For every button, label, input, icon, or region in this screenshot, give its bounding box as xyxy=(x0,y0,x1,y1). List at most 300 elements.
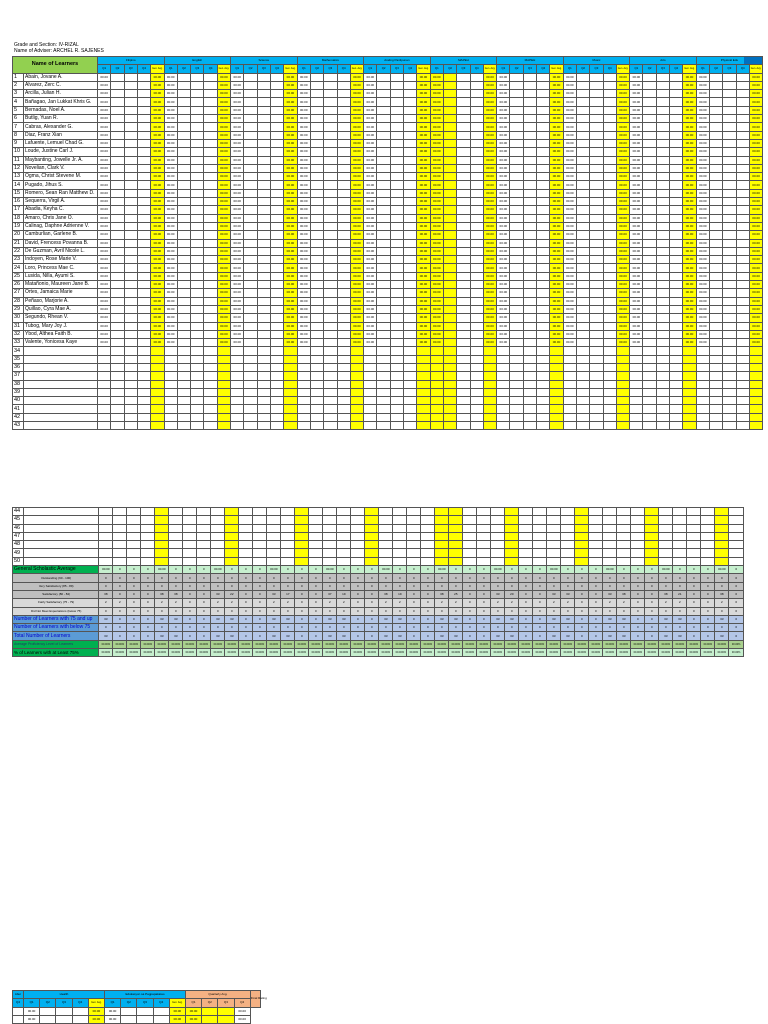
grade-cell[interactable] xyxy=(253,549,267,557)
grade-cell[interactable] xyxy=(337,330,350,338)
grade-cell[interactable] xyxy=(211,541,225,549)
grade-cell[interactable] xyxy=(390,73,403,81)
grade-cell[interactable] xyxy=(191,256,204,264)
grade-cell[interactable] xyxy=(723,380,736,388)
grade-cell[interactable]: 00.00 xyxy=(563,305,576,313)
grade-cell[interactable]: 00.00 xyxy=(430,264,443,272)
grade-cell[interactable] xyxy=(183,524,197,532)
grade-cell[interactable] xyxy=(281,549,295,557)
grade-cell[interactable] xyxy=(430,347,443,355)
grade-cell[interactable] xyxy=(155,557,169,565)
grade-cell[interactable] xyxy=(297,372,310,380)
grade-cell[interactable]: 00.00 xyxy=(430,139,443,147)
grade-cell[interactable] xyxy=(576,339,589,347)
grade-cell[interactable] xyxy=(537,98,550,106)
grade-cell[interactable] xyxy=(204,115,217,123)
grade-cell[interactable]: 00.00 xyxy=(88,1015,104,1023)
gen-avg-cell[interactable]: 00.00 xyxy=(350,156,363,164)
grade-cell[interactable]: 00.00 xyxy=(297,115,310,123)
grade-cell[interactable]: 00.00 xyxy=(164,90,177,98)
gen-avg-cell[interactable]: 00.00 xyxy=(749,148,762,156)
grade-cell[interactable] xyxy=(270,405,283,413)
gen-avg-cell[interactable]: 00.00 xyxy=(550,231,563,239)
gen-avg-cell[interactable]: 00.00 xyxy=(217,247,230,255)
grade-cell[interactable]: 00.00 xyxy=(364,139,377,147)
gen-avg-cell[interactable]: 00.00 xyxy=(749,156,762,164)
grade-cell[interactable] xyxy=(404,347,417,355)
grade-cell[interactable] xyxy=(523,231,536,239)
grade-cell[interactable] xyxy=(709,372,722,380)
grade-cell[interactable] xyxy=(575,524,589,532)
grade-cell[interactable] xyxy=(404,272,417,280)
learner-name[interactable] xyxy=(24,413,98,421)
grade-cell[interactable]: 00.00 xyxy=(497,247,510,255)
grade-cell[interactable] xyxy=(137,339,150,347)
gen-avg-cell[interactable]: 00.00 xyxy=(284,247,297,255)
gen-avg-cell[interactable] xyxy=(683,422,696,430)
grade-cell[interactable] xyxy=(590,314,603,322)
grade-cell[interactable] xyxy=(656,264,669,272)
grade-cell[interactable] xyxy=(270,256,283,264)
gen-avg-cell[interactable]: 00.00 xyxy=(483,123,496,131)
grade-cell[interactable] xyxy=(470,131,483,139)
grade-cell[interactable]: 00.00 xyxy=(164,256,177,264)
grade-cell[interactable] xyxy=(244,363,257,371)
learner-name[interactable]: Bañagao, Jan Lukkat Khris G. xyxy=(24,98,98,106)
grade-cell[interactable] xyxy=(537,131,550,139)
grade-cell[interactable] xyxy=(310,380,323,388)
grade-cell[interactable] xyxy=(257,198,270,206)
gen-avg-cell[interactable] xyxy=(616,363,629,371)
grade-cell[interactable] xyxy=(449,557,463,565)
grade-cell[interactable] xyxy=(470,189,483,197)
gen-avg-cell[interactable]: 00.00 xyxy=(151,198,164,206)
grade-cell[interactable]: 00.00 xyxy=(164,98,177,106)
grade-cell[interactable] xyxy=(590,231,603,239)
grade-cell[interactable]: 00.00 xyxy=(231,189,244,197)
grade-cell[interactable] xyxy=(736,314,749,322)
grade-cell[interactable] xyxy=(124,330,137,338)
gen-avg-cell[interactable] xyxy=(683,363,696,371)
grade-cell[interactable] xyxy=(603,131,616,139)
grade-cell[interactable] xyxy=(124,355,137,363)
grade-cell[interactable] xyxy=(99,541,113,549)
gen-avg-cell[interactable]: 00.00 xyxy=(417,164,430,172)
grade-cell[interactable] xyxy=(696,422,709,430)
grade-cell[interactable] xyxy=(643,297,656,305)
grade-cell[interactable] xyxy=(656,422,669,430)
grade-cell[interactable] xyxy=(643,198,656,206)
grade-cell[interactable] xyxy=(177,206,190,214)
grade-cell[interactable]: 00.00 xyxy=(630,81,643,89)
grade-cell[interactable] xyxy=(393,557,407,565)
grade-cell[interactable]: 00.00 xyxy=(164,123,177,131)
grade-cell[interactable] xyxy=(537,272,550,280)
gen-avg-cell[interactable]: 00.00 xyxy=(483,314,496,322)
gen-avg-cell[interactable]: 00.00 xyxy=(417,214,430,222)
grade-cell[interactable] xyxy=(457,247,470,255)
gen-avg-cell[interactable]: 00.00 xyxy=(749,222,762,230)
grade-cell[interactable]: 00.00 xyxy=(497,322,510,330)
grade-cell[interactable] xyxy=(253,508,267,516)
grade-cell[interactable]: 00.00 xyxy=(696,90,709,98)
grade-cell[interactable] xyxy=(630,388,643,396)
grade-cell[interactable]: 00.00 xyxy=(164,281,177,289)
grade-cell[interactable] xyxy=(257,405,270,413)
grade-cell[interactable] xyxy=(231,363,244,371)
grade-cell[interactable] xyxy=(590,206,603,214)
grade-cell[interactable]: 00.00 xyxy=(497,281,510,289)
learner-name[interactable] xyxy=(24,532,99,540)
grade-cell[interactable] xyxy=(603,264,616,272)
grade-cell[interactable] xyxy=(191,322,204,330)
grade-cell[interactable] xyxy=(310,206,323,214)
gen-avg-cell[interactable] xyxy=(616,347,629,355)
gen-avg-cell[interactable]: 00.00 xyxy=(284,339,297,347)
grade-cell[interactable]: 00.00 xyxy=(231,231,244,239)
grade-cell[interactable] xyxy=(576,206,589,214)
grade-cell[interactable] xyxy=(404,264,417,272)
grade-cell[interactable]: 00.00 xyxy=(297,322,310,330)
grade-cell[interactable] xyxy=(204,247,217,255)
grade-cell[interactable] xyxy=(659,524,673,532)
grade-cell[interactable] xyxy=(576,239,589,247)
grade-cell[interactable]: 00.00 xyxy=(497,123,510,131)
grade-cell[interactable] xyxy=(673,541,687,549)
gen-avg-cell[interactable] xyxy=(417,422,430,430)
grade-cell[interactable] xyxy=(576,380,589,388)
grade-cell[interactable] xyxy=(404,222,417,230)
grade-cell[interactable] xyxy=(709,123,722,131)
grade-cell[interactable] xyxy=(449,549,463,557)
grade-cell[interactable] xyxy=(191,339,204,347)
grade-cell[interactable] xyxy=(324,222,337,230)
grade-cell[interactable] xyxy=(449,532,463,540)
grade-cell[interactable] xyxy=(723,247,736,255)
learner-name[interactable]: Loude, Justine Carl J. xyxy=(24,148,98,156)
grade-cell[interactable] xyxy=(687,516,701,524)
grade-cell[interactable] xyxy=(111,73,124,81)
grade-cell[interactable]: 00.00 xyxy=(630,206,643,214)
grade-cell[interactable]: 00.00 xyxy=(164,189,177,197)
gen-avg-cell[interactable] xyxy=(749,372,762,380)
grade-cell[interactable]: 00.00 xyxy=(630,330,643,338)
grade-cell[interactable] xyxy=(177,131,190,139)
gen-avg-cell[interactable]: 00.00 xyxy=(483,231,496,239)
gen-avg-cell[interactable]: 00.00 xyxy=(616,256,629,264)
grade-cell[interactable] xyxy=(141,532,155,540)
grade-cell[interactable] xyxy=(575,549,589,557)
grade-cell[interactable] xyxy=(443,339,456,347)
grade-cell[interactable]: 00.00 xyxy=(164,330,177,338)
gen-avg-cell[interactable]: 00.00 xyxy=(616,81,629,89)
grade-cell[interactable] xyxy=(111,355,124,363)
grade-cell[interactable] xyxy=(390,281,403,289)
grade-cell[interactable] xyxy=(457,198,470,206)
gen-avg-cell[interactable]: 00.00 xyxy=(151,156,164,164)
grade-cell[interactable] xyxy=(111,148,124,156)
grade-cell[interactable]: 00.00 xyxy=(169,1015,185,1023)
grade-cell[interactable] xyxy=(270,363,283,371)
grade-cell[interactable]: 00.00 xyxy=(497,206,510,214)
grade-cell[interactable] xyxy=(575,557,589,565)
gen-avg-cell[interactable]: 00.00 xyxy=(483,322,496,330)
grade-cell[interactable] xyxy=(470,214,483,222)
grade-cell[interactable]: 00.00 xyxy=(630,264,643,272)
grade-cell[interactable]: 00.00 xyxy=(430,314,443,322)
grade-cell[interactable] xyxy=(337,397,350,405)
grade-cell[interactable] xyxy=(736,222,749,230)
gen-avg-cell[interactable]: 00.00 xyxy=(350,206,363,214)
grade-cell[interactable]: 00.00 xyxy=(231,297,244,305)
grade-cell[interactable] xyxy=(736,231,749,239)
grade-cell[interactable] xyxy=(736,355,749,363)
grade-cell[interactable] xyxy=(443,115,456,123)
grade-cell[interactable] xyxy=(337,106,350,114)
grade-cell[interactable] xyxy=(124,222,137,230)
grade-cell[interactable] xyxy=(729,532,744,540)
grade-cell[interactable] xyxy=(656,305,669,313)
gen-avg-cell[interactable]: 00.00 xyxy=(749,123,762,131)
grade-cell[interactable] xyxy=(111,90,124,98)
grade-cell[interactable] xyxy=(563,397,576,405)
grade-cell[interactable] xyxy=(244,422,257,430)
grade-cell[interactable] xyxy=(736,164,749,172)
grade-cell[interactable]: 00.00 xyxy=(696,139,709,147)
grade-cell[interactable] xyxy=(709,181,722,189)
grade-cell[interactable] xyxy=(257,214,270,222)
gen-avg-cell[interactable]: 00.00 xyxy=(749,256,762,264)
grade-cell[interactable] xyxy=(590,397,603,405)
grade-cell[interactable] xyxy=(270,339,283,347)
gen-avg-cell[interactable] xyxy=(616,413,629,421)
grade-cell[interactable] xyxy=(377,123,390,131)
grade-cell[interactable] xyxy=(324,214,337,222)
grade-cell[interactable] xyxy=(523,106,536,114)
gen-avg-cell[interactable]: 00.00 xyxy=(483,256,496,264)
grade-cell[interactable] xyxy=(537,281,550,289)
grade-cell[interactable]: 00.00 xyxy=(297,189,310,197)
grade-cell[interactable]: 00.00 xyxy=(430,330,443,338)
grade-cell[interactable] xyxy=(270,181,283,189)
grade-cell[interactable] xyxy=(297,422,310,430)
grade-cell[interactable]: 00.00 xyxy=(297,181,310,189)
grade-cell[interactable]: 00.00 xyxy=(234,1007,250,1015)
grade-cell[interactable] xyxy=(377,347,390,355)
grade-cell[interactable] xyxy=(670,198,683,206)
grade-cell[interactable] xyxy=(510,405,523,413)
grade-cell[interactable] xyxy=(390,231,403,239)
grade-cell[interactable] xyxy=(177,189,190,197)
grade-cell[interactable] xyxy=(561,549,575,557)
gen-avg-cell[interactable]: 00.00 xyxy=(483,156,496,164)
grade-cell[interactable] xyxy=(523,322,536,330)
gen-avg-cell[interactable] xyxy=(350,372,363,380)
grade-cell[interactable] xyxy=(643,164,656,172)
grade-cell[interactable]: 00.00 xyxy=(364,264,377,272)
grade-cell[interactable]: 00.00 xyxy=(98,164,111,172)
grade-cell[interactable] xyxy=(111,297,124,305)
grade-cell[interactable] xyxy=(310,73,323,81)
grade-cell[interactable] xyxy=(435,524,449,532)
grade-cell[interactable] xyxy=(736,239,749,247)
grade-cell[interactable] xyxy=(443,363,456,371)
grade-cell[interactable]: 00.00 xyxy=(630,131,643,139)
grade-cell[interactable] xyxy=(377,339,390,347)
grade-cell[interactable] xyxy=(523,281,536,289)
grade-cell[interactable] xyxy=(670,181,683,189)
grade-cell[interactable] xyxy=(124,413,137,421)
grade-cell[interactable]: 00.00 xyxy=(231,148,244,156)
grade-cell[interactable] xyxy=(575,532,589,540)
grade-cell[interactable] xyxy=(576,422,589,430)
gen-avg-cell[interactable]: 00.00 xyxy=(217,322,230,330)
gen-avg-cell[interactable]: 00.00 xyxy=(616,198,629,206)
grade-cell[interactable] xyxy=(687,508,701,516)
gen-avg-cell[interactable]: 00.00 xyxy=(151,222,164,230)
grade-cell[interactable] xyxy=(457,123,470,131)
grade-cell[interactable] xyxy=(736,397,749,405)
grade-cell[interactable] xyxy=(630,405,643,413)
grade-cell[interactable] xyxy=(137,1015,153,1023)
gen-avg-cell[interactable] xyxy=(749,355,762,363)
grade-cell[interactable] xyxy=(239,541,253,549)
grade-cell[interactable]: 00.00 xyxy=(497,115,510,123)
grade-cell[interactable] xyxy=(563,388,576,396)
grade-cell[interactable] xyxy=(421,541,435,549)
grade-cell[interactable] xyxy=(324,347,337,355)
grade-cell[interactable] xyxy=(197,532,211,540)
gen-avg-cell[interactable] xyxy=(550,388,563,396)
grade-cell[interactable] xyxy=(111,413,124,421)
grade-cell[interactable] xyxy=(470,305,483,313)
grade-cell[interactable] xyxy=(56,1015,72,1023)
grade-cell[interactable] xyxy=(244,139,257,147)
grade-cell[interactable]: 00.00 xyxy=(297,272,310,280)
grade-cell[interactable] xyxy=(197,508,211,516)
grade-cell[interactable] xyxy=(404,181,417,189)
gen-avg-cell[interactable] xyxy=(749,380,762,388)
grade-cell[interactable] xyxy=(324,314,337,322)
grade-cell[interactable] xyxy=(204,90,217,98)
grade-cell[interactable] xyxy=(404,81,417,89)
gen-avg-cell[interactable]: 00.00 xyxy=(550,139,563,147)
grade-cell[interactable]: 00.00 xyxy=(364,156,377,164)
gen-avg-cell[interactable]: 00.00 xyxy=(284,281,297,289)
grade-cell[interactable] xyxy=(98,405,111,413)
grade-cell[interactable]: 00.00 xyxy=(105,1015,121,1023)
grade-cell[interactable] xyxy=(239,524,253,532)
grade-cell[interactable]: 00.00 xyxy=(430,106,443,114)
gen-avg-cell[interactable]: 00.00 xyxy=(151,214,164,222)
gen-avg-cell[interactable]: 00.00 xyxy=(749,281,762,289)
grade-cell[interactable] xyxy=(736,339,749,347)
grade-cell[interactable] xyxy=(390,272,403,280)
gen-avg-cell[interactable] xyxy=(616,372,629,380)
grade-cell[interactable] xyxy=(111,156,124,164)
grade-cell[interactable] xyxy=(590,156,603,164)
grade-cell[interactable] xyxy=(523,164,536,172)
gen-avg-cell[interactable]: 00.00 xyxy=(749,131,762,139)
gen-avg-cell[interactable]: 00.00 xyxy=(483,247,496,255)
grade-cell[interactable]: 00.00 xyxy=(164,322,177,330)
grade-cell[interactable] xyxy=(643,189,656,197)
grade-cell[interactable] xyxy=(656,131,669,139)
grade-cell[interactable] xyxy=(617,541,631,549)
grade-cell[interactable] xyxy=(457,256,470,264)
grade-cell[interactable] xyxy=(561,524,575,532)
grade-cell[interactable]: 00.00 xyxy=(164,106,177,114)
grade-cell[interactable] xyxy=(659,549,673,557)
grade-cell[interactable] xyxy=(137,1007,153,1015)
grade-cell[interactable] xyxy=(537,123,550,131)
grade-cell[interactable]: 00.00 xyxy=(164,206,177,214)
grade-cell[interactable] xyxy=(505,541,519,549)
grade-cell[interactable] xyxy=(204,380,217,388)
grade-cell[interactable] xyxy=(310,372,323,380)
grade-cell[interactable] xyxy=(177,372,190,380)
grade-cell[interactable] xyxy=(124,314,137,322)
grade-cell[interactable] xyxy=(589,557,603,565)
grade-cell[interactable] xyxy=(323,508,337,516)
grade-cell[interactable] xyxy=(656,256,669,264)
grade-cell[interactable]: 00.00 xyxy=(563,164,576,172)
grade-cell[interactable] xyxy=(191,231,204,239)
grade-cell[interactable] xyxy=(537,73,550,81)
gen-avg-cell[interactable] xyxy=(151,422,164,430)
gen-avg-cell[interactable] xyxy=(550,380,563,388)
gen-avg-cell[interactable]: 00.00 xyxy=(483,272,496,280)
grade-cell[interactable] xyxy=(390,115,403,123)
learner-name[interactable] xyxy=(24,363,98,371)
gen-avg-cell[interactable]: 00.00 xyxy=(483,81,496,89)
grade-cell[interactable]: 00.00 xyxy=(297,305,310,313)
grade-cell[interactable]: 00.00 xyxy=(297,297,310,305)
grade-cell[interactable]: 00.00 xyxy=(231,330,244,338)
grade-cell[interactable] xyxy=(377,413,390,421)
grade-cell[interactable] xyxy=(643,139,656,147)
grade-cell[interactable] xyxy=(364,372,377,380)
gen-avg-cell[interactable]: 00.00 xyxy=(550,281,563,289)
gen-avg-cell[interactable]: 00.00 xyxy=(683,281,696,289)
gen-avg-cell[interactable]: 00.00 xyxy=(550,330,563,338)
grade-cell[interactable] xyxy=(337,363,350,371)
grade-cell[interactable] xyxy=(736,388,749,396)
grade-cell[interactable] xyxy=(617,508,631,516)
grade-cell[interactable] xyxy=(244,405,257,413)
grade-cell[interactable] xyxy=(575,541,589,549)
grade-cell[interactable] xyxy=(310,139,323,147)
grade-cell[interactable] xyxy=(257,123,270,131)
gen-avg-cell[interactable] xyxy=(483,422,496,430)
grade-cell[interactable] xyxy=(696,413,709,421)
grade-cell[interactable] xyxy=(470,405,483,413)
grade-cell[interactable] xyxy=(537,247,550,255)
grade-cell[interactable] xyxy=(124,115,137,123)
grade-cell[interactable]: 00.00 xyxy=(563,314,576,322)
grade-cell[interactable] xyxy=(561,541,575,549)
grade-cell[interactable]: 00.00 xyxy=(430,73,443,81)
grade-cell[interactable]: 00.00 xyxy=(164,156,177,164)
gen-avg-cell[interactable] xyxy=(151,388,164,396)
grade-cell[interactable] xyxy=(736,247,749,255)
grade-cell[interactable] xyxy=(257,131,270,139)
grade-cell[interactable] xyxy=(723,272,736,280)
grade-cell[interactable] xyxy=(337,557,351,565)
grade-cell[interactable]: 00.00 xyxy=(563,330,576,338)
grade-cell[interactable] xyxy=(715,557,729,565)
grade-cell[interactable] xyxy=(533,524,547,532)
